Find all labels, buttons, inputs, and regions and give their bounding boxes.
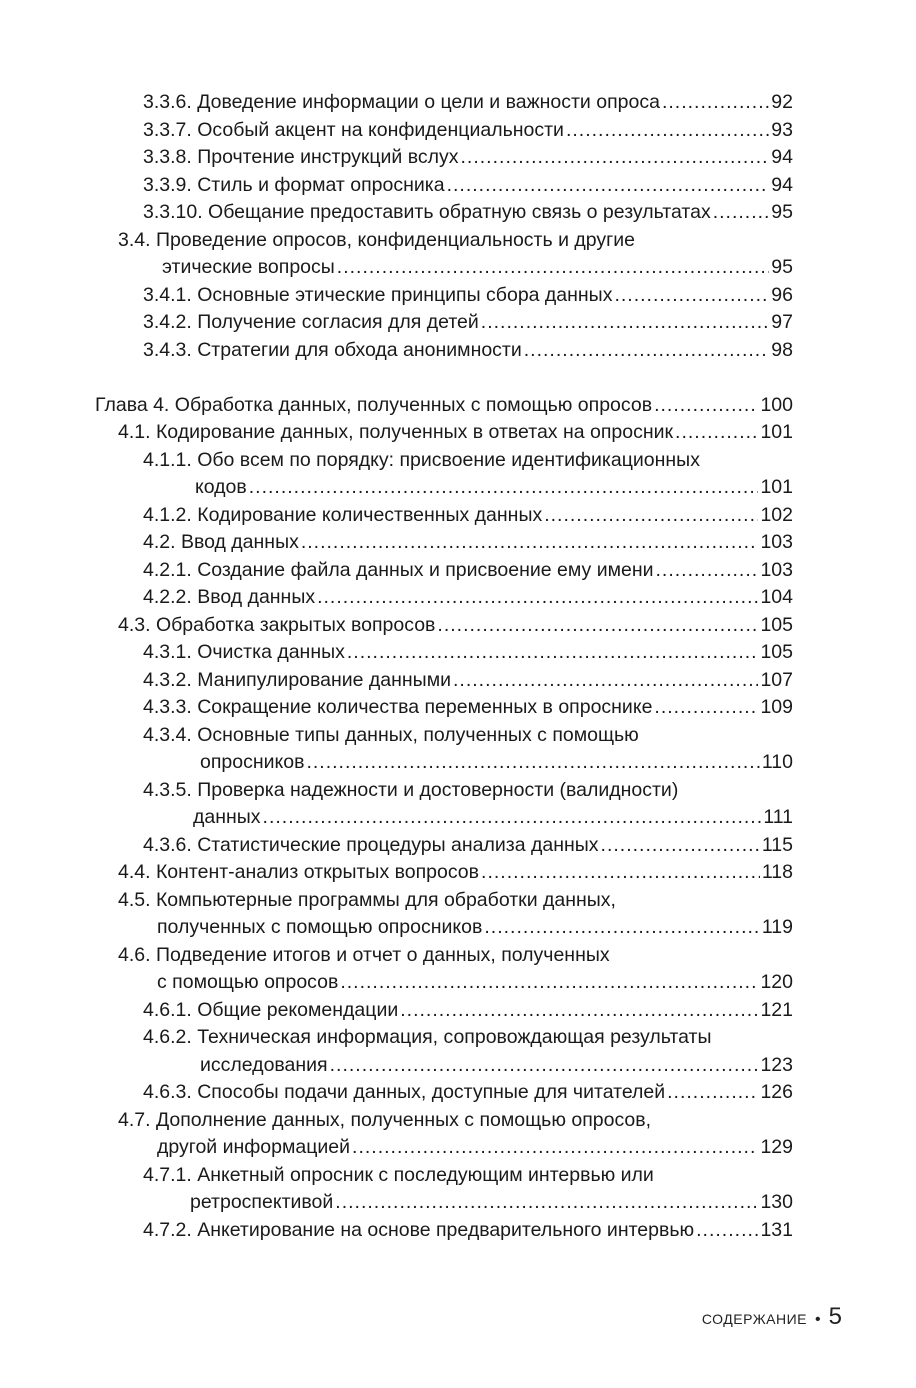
toc-entry-title: 4.7.2. Анкетирование на основе предварительного интервью bbox=[143, 1218, 695, 1241]
toc-dot-leader bbox=[249, 474, 759, 500]
toc-dot-leader bbox=[453, 667, 758, 693]
page-footer bbox=[702, 1303, 842, 1331]
toc-page-number: 107 bbox=[760, 668, 793, 691]
toc-page-number: 129 bbox=[760, 1136, 793, 1158]
toc-entry bbox=[143, 1024, 843, 1050]
toc-entry bbox=[143, 694, 793, 720]
toc-page-number: 123 bbox=[760, 1053, 793, 1076]
toc-entry bbox=[143, 447, 843, 473]
toc-page-number: 92 bbox=[771, 91, 793, 113]
toc-entry bbox=[143, 117, 793, 143]
toc-entry-title: 4.2.2. Ввод данных bbox=[143, 586, 316, 608]
footer-bullet: • bbox=[815, 1311, 821, 1328]
toc-page-number: 111 bbox=[763, 806, 793, 828]
toc-entry-title: 4.3.5. Проверка надежности и достоверности (валидности) bbox=[143, 778, 679, 801]
toc-page-number: 118 bbox=[761, 861, 793, 883]
toc-entry bbox=[118, 227, 818, 253]
toc-dot-leader bbox=[400, 997, 758, 1023]
toc-entry bbox=[143, 172, 793, 198]
toc-entry bbox=[143, 1162, 843, 1188]
toc-entry-title: данных bbox=[193, 806, 261, 828]
toc-entry-title: 3.3.6. Доведение информации о цели и важности опроса bbox=[143, 91, 660, 113]
toc-dot-leader bbox=[317, 584, 758, 610]
toc-entry-continuation bbox=[200, 1052, 793, 1078]
toc-entry bbox=[143, 557, 793, 583]
toc-entry-title: с помощью опросов bbox=[157, 971, 339, 993]
toc-page-number: 110 bbox=[761, 751, 793, 773]
toc-dot-leader bbox=[447, 172, 770, 198]
toc-page-number: 105 bbox=[760, 641, 793, 663]
toc-dot-leader bbox=[481, 309, 770, 335]
toc-entry bbox=[143, 337, 793, 363]
toc-entry-title: кодов bbox=[195, 476, 247, 498]
toc-entry-title: 4.3.1. Очистка данных bbox=[143, 641, 345, 663]
toc-dot-leader bbox=[614, 282, 769, 308]
toc-dot-leader bbox=[481, 859, 760, 885]
toc-entry-title: 4.1. Кодирование данных, полученных в ответах на опросник bbox=[118, 421, 674, 443]
toc-entry-title: 4.6. Подведение итогов и отчет о данных, полученных bbox=[118, 943, 610, 966]
toc-entry-continuation bbox=[157, 914, 793, 940]
toc-dot-leader bbox=[330, 1052, 759, 1078]
toc-entry bbox=[143, 584, 793, 610]
toc-page-number: 93 bbox=[771, 118, 793, 141]
toc-page-number: 101 bbox=[760, 476, 793, 498]
toc-page-number: 102 bbox=[760, 503, 793, 526]
toc-dot-leader bbox=[352, 1134, 758, 1160]
toc-entry-title: 4.3.4. Основные типы данных, полученных с помощью bbox=[143, 723, 639, 746]
toc-entry-title: этические вопросы bbox=[162, 256, 335, 278]
toc-entry bbox=[143, 502, 793, 528]
toc-page-number: 105 bbox=[760, 613, 793, 636]
toc-entry bbox=[143, 722, 843, 748]
toc-entry bbox=[143, 89, 793, 115]
toc-entry-title: 4.3. Обработка закрытых вопросов bbox=[118, 613, 436, 636]
toc-entry-title: 4.6.3. Способы подачи данных, доступные для читателей bbox=[143, 1081, 666, 1103]
toc-page-number: 121 bbox=[760, 998, 793, 1021]
toc-dot-leader bbox=[696, 1217, 758, 1243]
toc-entry bbox=[143, 199, 793, 225]
toc-dot-leader bbox=[484, 914, 760, 940]
toc-entry bbox=[143, 144, 793, 170]
toc-entry-title: исследования bbox=[200, 1053, 328, 1076]
toc-entry-title: ретроспективой bbox=[190, 1191, 334, 1213]
toc-entry-title: 4.6.2. Техническая информация, сопровождающая результаты bbox=[143, 1026, 712, 1048]
toc-page-number: 109 bbox=[760, 696, 793, 718]
toc-entry bbox=[143, 1079, 793, 1105]
toc-page-number: 103 bbox=[760, 531, 793, 553]
toc-entry bbox=[143, 1217, 793, 1243]
toc-entry-continuation bbox=[162, 254, 793, 280]
toc-entry bbox=[118, 942, 818, 968]
toc-dot-leader bbox=[437, 612, 758, 638]
toc-entry-title: 4.2. Ввод данных bbox=[143, 531, 299, 553]
toc-entry-title: 3.4.1. Основные этические принципы сбора данных bbox=[143, 283, 613, 306]
page-number: 5 bbox=[828, 1303, 842, 1330]
toc-dot-leader bbox=[713, 199, 770, 225]
toc-page-number: 96 bbox=[771, 283, 793, 306]
toc-entry-title: 4.1.1. Обо всем по порядку: присвоение идентификационных bbox=[143, 448, 700, 471]
toc-entry bbox=[143, 997, 793, 1023]
toc-entry-title: 4.7. Дополнение данных, полученных с помощью опросов, bbox=[118, 1108, 652, 1131]
toc-page-number: 104 bbox=[760, 586, 793, 608]
toc-entry bbox=[143, 309, 793, 335]
toc-dot-leader bbox=[340, 969, 758, 995]
toc-entry-title: 4.3.3. Сокращение количества переменных в опроснике bbox=[143, 696, 653, 718]
toc-entry bbox=[143, 777, 843, 803]
toc-dot-leader bbox=[306, 749, 759, 775]
toc-entry-title: Глава 4. Обработка данных, полученных с помощью опросов bbox=[95, 393, 653, 416]
toc-entry-title: 4.3.2. Манипулирование данными bbox=[143, 668, 452, 691]
toc-entry-title: 4.1.2. Кодирование количественных данных bbox=[143, 503, 543, 526]
toc-dot-leader bbox=[654, 392, 758, 418]
toc-entry-title: 4.5. Компьютерные программы для обработки данных, bbox=[118, 888, 616, 911]
toc-dot-leader bbox=[654, 694, 758, 720]
toc-page-number: 94 bbox=[771, 146, 793, 168]
toc-entry bbox=[143, 639, 793, 665]
toc-entry-continuation bbox=[195, 474, 793, 500]
toc-entry-continuation bbox=[200, 749, 793, 775]
toc-dot-leader bbox=[662, 89, 769, 115]
toc-dot-leader bbox=[335, 1189, 758, 1215]
toc-page-number: 130 bbox=[760, 1191, 793, 1213]
toc-entry bbox=[118, 612, 793, 638]
toc-entry bbox=[143, 529, 793, 555]
toc-dot-leader bbox=[461, 144, 770, 170]
toc-dot-leader bbox=[601, 832, 760, 858]
toc-entry bbox=[143, 832, 793, 858]
toc-dot-leader bbox=[667, 1079, 758, 1105]
toc-entry bbox=[143, 667, 793, 693]
toc-page-number: 131 bbox=[760, 1218, 793, 1241]
toc-entry-title: опросников bbox=[200, 751, 305, 773]
toc-page-number: 103 bbox=[760, 558, 793, 581]
toc-entry-title: 3.4.3. Стратегии для обхода анонимности bbox=[143, 338, 522, 361]
toc-dot-leader bbox=[337, 254, 770, 280]
toc-dot-leader bbox=[524, 337, 770, 363]
toc-dot-leader bbox=[675, 419, 758, 445]
toc-page-number: 126 bbox=[760, 1081, 793, 1103]
toc-dot-leader bbox=[347, 639, 759, 665]
toc-dot-leader bbox=[566, 117, 769, 143]
toc-entry-continuation bbox=[190, 1189, 793, 1215]
toc-page-number: 95 bbox=[771, 256, 793, 278]
toc-dot-leader bbox=[656, 557, 759, 583]
running-header-label: СОДЕРЖАНИЕ bbox=[701, 1311, 808, 1327]
toc-entry bbox=[118, 1107, 818, 1133]
toc-page-number: 101 bbox=[760, 421, 793, 443]
toc-entry-title: 4.7.1. Анкетный опросник с последующим интервью или bbox=[143, 1163, 654, 1186]
toc-entry bbox=[118, 419, 793, 445]
toc-entry-title: 3.4.2. Получение согласия для детей bbox=[143, 311, 479, 333]
toc-entry bbox=[143, 282, 793, 308]
toc-page-number: 100 bbox=[760, 393, 793, 416]
toc-entry-title: 3.3.10. Обещание предоставить обратную связь о результатах bbox=[143, 201, 711, 223]
toc-dot-leader bbox=[544, 502, 758, 528]
toc-page-number: 98 bbox=[771, 338, 793, 361]
toc-page-number: 119 bbox=[761, 916, 793, 938]
toc-entry-continuation bbox=[157, 969, 793, 995]
toc-entry bbox=[118, 887, 818, 913]
toc-page-number: 120 bbox=[760, 971, 793, 993]
toc-entry-title: 4.3.6. Статистические процедуры анализа данных bbox=[143, 833, 599, 856]
toc-entry-title: полученных с помощью опросников bbox=[157, 916, 483, 938]
toc-entry-title: 3.3.7. Особый акцент на конфиденциальности bbox=[143, 118, 564, 141]
toc-page-number: 115 bbox=[761, 833, 793, 856]
toc-entry-continuation bbox=[157, 1134, 793, 1160]
toc-dot-leader bbox=[301, 529, 759, 555]
toc-entry-title: другой информацией bbox=[157, 1136, 351, 1158]
toc-page-number: 97 bbox=[771, 311, 793, 333]
toc-entry-title: 3.4. Проведение опросов, конфиденциальность и другие bbox=[118, 228, 635, 251]
toc-entry-title: 4.4. Контент-анализ открытых вопросов bbox=[118, 861, 480, 883]
toc-entry-title: 4.2.1. Создание файла данных и присвоение ему имени bbox=[143, 558, 654, 581]
toc-entry bbox=[118, 859, 793, 885]
toc-dot-leader bbox=[263, 804, 762, 830]
toc-entry-title: 4.6.1. Общие рекомендации bbox=[143, 998, 399, 1021]
toc-page-number: 95 bbox=[771, 201, 793, 223]
toc-entry-title: 3.3.8. Прочтение инструкций вслух bbox=[143, 146, 459, 168]
toc-page-number: 94 bbox=[771, 173, 793, 196]
toc-entry-title: 3.3.9. Стиль и формат опросника bbox=[143, 173, 445, 196]
toc-entry bbox=[95, 392, 793, 418]
toc-entry-continuation bbox=[193, 804, 793, 830]
